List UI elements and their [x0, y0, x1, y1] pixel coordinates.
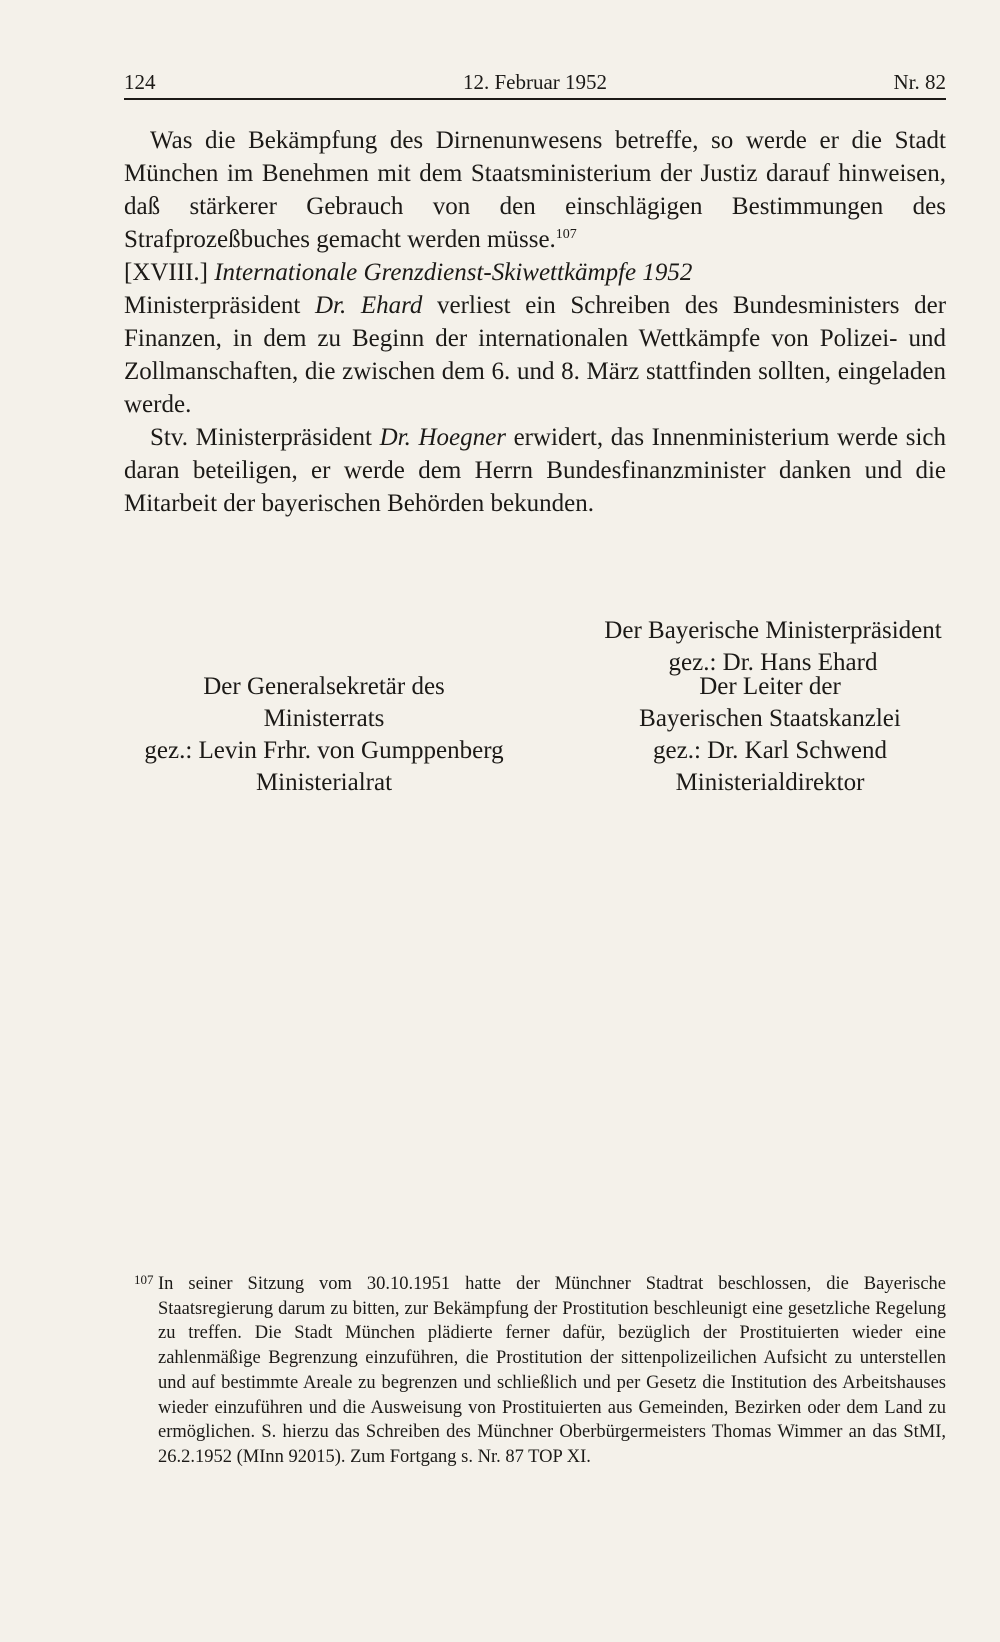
- footnote-107: [124, 1272, 946, 1470]
- signature-chancellery-head: Der Leiter der Bayerischen Staatskanzlei gez.: Dr. Karl Schwend Ministerialdirektor: [639, 673, 901, 796]
- footnote-ref-107[interactable]: 107: [555, 227, 577, 242]
- footnotes: [124, 1272, 946, 1470]
- signature-president: [600, 615, 946, 679]
- main-text: [124, 124, 946, 520]
- section-number: [XVIII.]: [124, 259, 208, 286]
- president-signature: gez.: Dr. Hans Ehard: [668, 649, 878, 676]
- footnote-number: 107: [134, 1272, 154, 1287]
- page-header: [124, 66, 946, 100]
- footnote-text: In seiner Sitzung vom 30.10.1951 hatte der Münchner Stadtrat beschlossen, die Bayerische Staatsregierung darum zu bitten, zur Bekämpfung der Prostitution beschleunigt eine gesetzliche Regelung zu treffen. Die Stadt München plädierte ferner dafür, bezüglich der Prostituierten wieder eine zahlenmäßige Begrenzung einzuführen, die Prostitution der sittenpolizeilichen Aufsicht zu unterstellen und auf bestimmte Areale zu begrenzen und schließlich und per Gesetz die Institution des Arbeitshauses wieder einzuführen und die Ausweisung von Prostituierten aus Gemeinden, Bezirken oder dem Land zu ermöglichen. S. hierzu das Schreiben des Münchner Oberbürgermeisters Thomas Wimmer an das StMI, 26.2.1952 (MInn 92015). Zum Fortgang s. Nr. 87 TOP XI.: [158, 1274, 946, 1467]
- header-issue-number: Nr. 82: [893, 70, 946, 94]
- section-heading: [124, 256, 946, 289]
- header-date: 12. Februar 1952: [462, 70, 608, 94]
- person-name-hoegner: Hoegner: [418, 424, 506, 451]
- person-name-ehard: Ehard: [360, 292, 423, 319]
- president-title: Der Bayerische Ministerpräsident: [604, 617, 942, 644]
- paragraph-ehard: Ministerpräsident Dr. Ehard verliest ein Schreiben des Bundesministers der Finanzen, in dem zu Beginn der internationalen Wettkämpfe von Polizei- und Zollmanschaften, die zwischen dem 6. und 8. März stattfinden sollten, eingeladen werde.: [124, 292, 947, 418]
- paragraph-hoegner: Stv. Ministerpräsident Dr. Hoegner erwidert, das Innenministerium werde sich daran beteiligen, er werde dem Herrn Bundesfinanzminister danken und die Mitarbeit der bayerischen Behörden bekunden.: [124, 424, 947, 517]
- paragraph-dirnenunwesen: Was die Bekämpfung des Dirnenunwesens betreffe, so werde er die Stadt München im Benehmen mit dem Staatsministerium der Justiz darauf hinweisen, daß stärkerer Gebrauch von den einschlägigen Bestimmungen des Strafprozeßbuches gemacht werden müsse.$^{107}$: [124, 127, 946, 253]
- signature-general-secretary: Der Generalsekretär des Ministerrats gez.: Levin Frhr. von Gumppenberg Ministerialrat: [144, 673, 504, 796]
- page-number: 124: [124, 70, 156, 94]
- section-title: Internationale Grenzdienst-Skiwettkämpfe 1952: [214, 259, 693, 286]
